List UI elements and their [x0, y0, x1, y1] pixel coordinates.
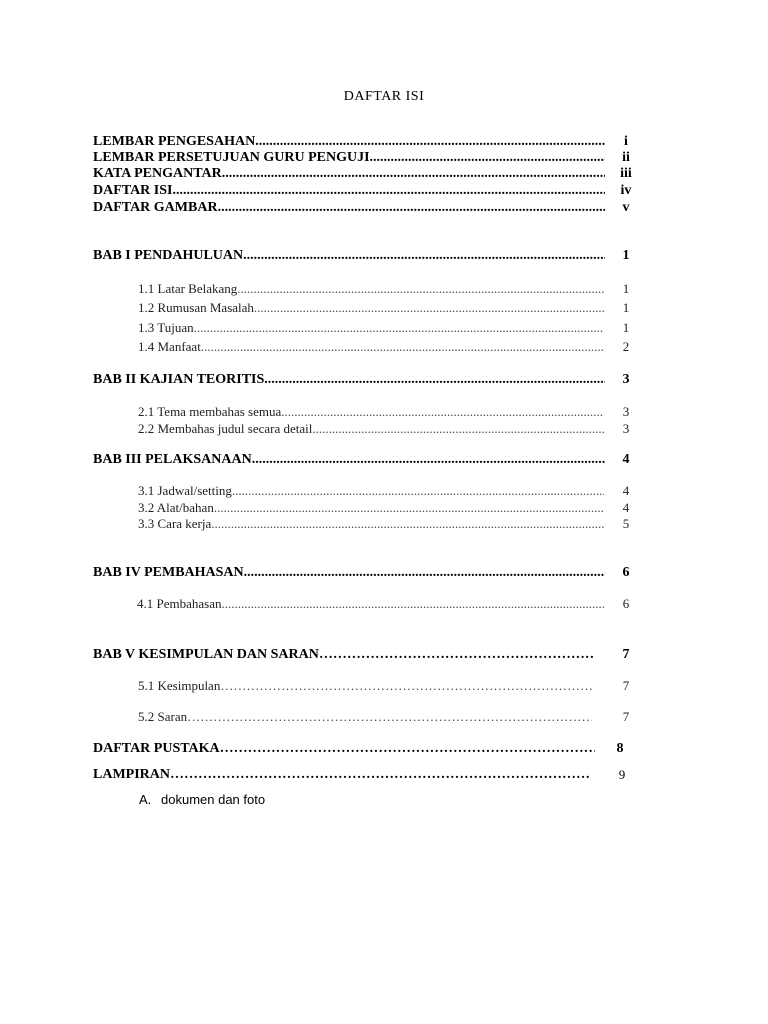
toc-page-number: 1 — [622, 281, 630, 296]
toc-page-number: 7 — [622, 709, 630, 724]
toc-entry-lembar-pengesahan — [93, 134, 628, 150]
leader-dots — [252, 452, 605, 468]
toc-section-label: 1.3 Tujuan — [138, 320, 194, 335]
list-marker: A. — [139, 792, 152, 807]
toc-page-number: i — [624, 134, 628, 149]
toc-page-number: 3 — [622, 421, 630, 436]
toc-entry-label: LEMBAR PENGESAHAN — [93, 134, 256, 149]
toc-page-number: iii — [620, 166, 632, 181]
leader-dots — [211, 516, 604, 532]
toc-page-number: 2 — [622, 339, 630, 354]
leader-dots — [237, 281, 604, 297]
toc-chapter-4 — [93, 565, 630, 581]
toc-page-number: 7 — [622, 647, 630, 662]
leader-dots — [194, 320, 604, 336]
toc-chapter-label: BAB I PENDAHULUAN — [93, 248, 244, 263]
toc-section-4-1 — [137, 596, 630, 612]
toc-section-label: 5.2 Saran — [138, 709, 188, 724]
toc-page-number: iv — [620, 183, 632, 198]
toc-chapter-label: BAB II KAJIAN TEORITIS — [93, 372, 265, 387]
toc-chapter-1 — [93, 248, 630, 264]
toc-section-3-3 — [138, 516, 630, 532]
leader-dots — [232, 483, 604, 499]
leader-dots — [255, 134, 605, 150]
leader-dots — [222, 166, 605, 182]
toc-page-number: 3 — [622, 372, 630, 387]
leader-dots — [244, 565, 605, 581]
toc-entry-label: DAFTAR GAMBAR — [93, 200, 218, 215]
toc-entry-kata-pengantar — [93, 166, 632, 182]
toc-page-number: 6 — [622, 596, 630, 611]
leader-dots — [254, 300, 604, 316]
toc-section-1-4 — [138, 339, 630, 355]
page-title: DAFTAR ISI — [343, 89, 425, 104]
toc-section-1-2 — [138, 300, 630, 316]
leader-dots — [220, 741, 595, 757]
toc-page-number: 1 — [622, 320, 630, 335]
toc-section-label: 3.3 Cara kerja — [138, 516, 212, 531]
toc-entry-label: LAMPIRAN — [93, 767, 170, 782]
toc-entry-lampiran — [93, 767, 626, 783]
toc-section-2-1 — [138, 404, 630, 420]
toc-section-label: 1.1 Latar Belakang — [138, 281, 238, 296]
leader-dots — [187, 709, 592, 725]
toc-section-2-2 — [138, 421, 630, 437]
leader-dots — [214, 500, 604, 516]
leader-dots — [281, 404, 604, 420]
toc-page-number: 5 — [622, 516, 630, 531]
toc-entry-label: KATA PENGANTAR — [93, 166, 222, 181]
toc-section-label: 1.2 Rumusan Masalah — [138, 300, 254, 315]
leader-dots — [170, 767, 591, 783]
toc-page-number: 4 — [622, 483, 630, 498]
toc-section-5-1 — [138, 678, 630, 694]
leader-dots — [220, 678, 592, 694]
toc-page-number: 1 — [622, 248, 630, 263]
toc-page-number: 8 — [616, 741, 624, 756]
leader-dots — [218, 200, 605, 216]
toc-page-number: 6 — [622, 565, 630, 580]
leader-dots — [312, 421, 604, 437]
leader-dots — [370, 150, 605, 166]
leader-dots — [221, 596, 604, 612]
toc-entry-label: DAFTAR PUSTAKA — [93, 741, 220, 756]
toc-section-label: 5.1 Kesimpulan — [138, 678, 221, 693]
toc-page-number: 4 — [622, 452, 630, 467]
toc-section-label: 2.2 Membahas judul secara detail — [138, 421, 313, 436]
toc-page-number: 1 — [622, 300, 630, 315]
leader-dots — [264, 372, 605, 388]
toc-page-number: 3 — [622, 404, 630, 419]
toc-entry-daftar-pustaka — [93, 741, 624, 757]
toc-section-label: 3.1 Jadwal/setting — [138, 483, 232, 498]
toc-chapter-3 — [93, 452, 630, 468]
toc-entry-lembar-persetujuan — [93, 150, 630, 166]
toc-chapter-2 — [93, 372, 630, 388]
toc-section-label: 4.1 Pembahasan — [137, 596, 222, 611]
toc-chapter-label: BAB V KESIMPULAN DAN SARAN — [93, 647, 319, 662]
toc-page-number: 9 — [618, 767, 626, 782]
toc-section-label: 1.4 Manfaat — [138, 339, 201, 354]
toc-entry-label: LEMBAR PERSETUJUAN GURU PENGUJI — [93, 150, 370, 165]
toc-entry-label: DAFTAR ISI — [93, 183, 173, 198]
toc-section-3-1 — [138, 483, 630, 499]
attachment-item — [139, 792, 265, 807]
leader-dots — [243, 248, 605, 264]
toc-section-1-3 — [138, 320, 630, 336]
toc-entry-daftar-isi — [93, 183, 632, 199]
attachment-label: dokumen dan foto — [161, 792, 266, 807]
toc-page-number: 7 — [622, 678, 630, 693]
toc-section-label: 3.2 Alat/bahan — [138, 500, 214, 515]
toc-page-number: v — [622, 200, 630, 215]
leader-dots — [172, 183, 605, 199]
toc-section-1-1 — [138, 281, 630, 297]
toc-chapter-label: BAB IV PEMBAHASAN — [93, 565, 244, 580]
toc-section-label: 2.1 Tema membahas semua — [138, 404, 282, 419]
toc-page-number: 4 — [622, 500, 630, 515]
toc-entry-daftar-gambar — [93, 200, 630, 216]
toc-section-3-2 — [138, 500, 630, 516]
toc-page-number: ii — [622, 150, 630, 165]
toc-chapter-5 — [93, 647, 630, 663]
leader-dots — [319, 647, 593, 663]
toc-chapter-label: BAB III PELAKSANAAN — [93, 452, 252, 467]
leader-dots — [201, 339, 604, 355]
toc-section-5-2 — [138, 709, 630, 725]
